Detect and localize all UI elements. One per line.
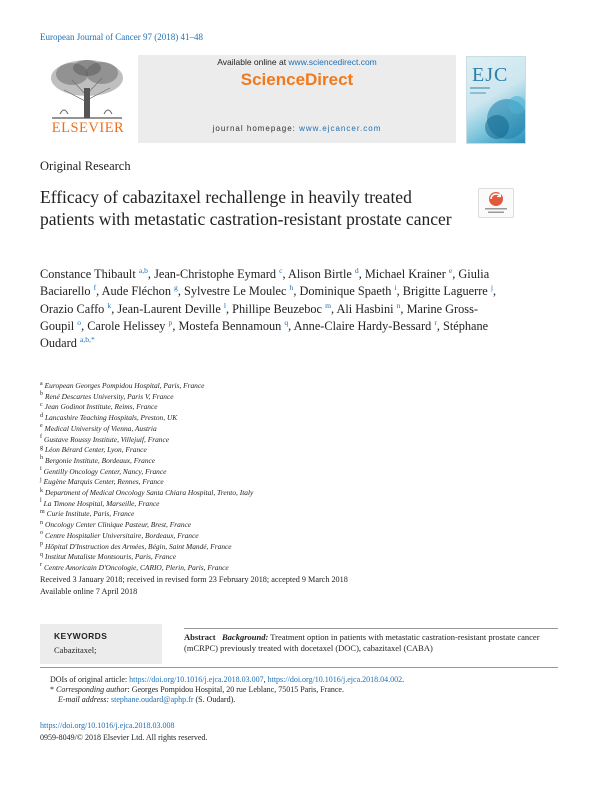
affiliation-item <box>40 488 460 499</box>
available-online-text: Available online at www.sciencedirect.com <box>217 57 377 67</box>
affiliation-text: Léon Bérard Center, Lyon, France <box>45 445 147 455</box>
affiliation-item <box>40 552 460 563</box>
author-affiliation-marker[interactable]: n <box>396 300 401 310</box>
author-affiliation-marker[interactable]: q <box>284 317 289 327</box>
journal-reference[interactable]: European Journal of Cancer 97 (2018) 41–48 <box>40 32 203 42</box>
author-name[interactable]: Giulia Baciarello <box>40 267 490 299</box>
affiliation-item <box>40 477 460 488</box>
author-affiliation-marker[interactable]: o <box>77 317 82 327</box>
affiliation-item <box>40 520 460 531</box>
author-separator: , <box>81 318 88 333</box>
article-title: Efficacy of cabazitaxel rechallenge in heavily treated patients with metastatic castration-resistant prostate cancer <box>40 187 452 229</box>
author-separator: , <box>396 284 403 299</box>
author-affiliation-marker[interactable]: a,b,* <box>79 335 95 345</box>
author-separator: , <box>282 267 288 281</box>
affiliation-letter: d <box>40 412 43 419</box>
keywords-box <box>40 624 162 664</box>
affiliation-letter: g <box>40 444 43 451</box>
affiliation-text: Bergonie Institute, Bordeaux, France <box>45 455 156 465</box>
article-type: Original Research <box>40 159 131 173</box>
affiliations-list <box>40 381 460 574</box>
author-name[interactable]: Mostefa Bennamoun <box>178 318 282 333</box>
author-name[interactable]: Jean-Christophe Eymard <box>154 267 276 281</box>
affiliation-letter: e <box>40 423 43 430</box>
author-separator: , <box>147 267 155 281</box>
affiliation-item <box>40 563 460 574</box>
author-name[interactable]: Marine Gross-Goupil <box>40 301 478 333</box>
author-name[interactable]: Sylvestre Le Moulec <box>184 284 287 299</box>
footnotes <box>40 675 558 706</box>
author-name[interactable]: Orazio Caffo <box>40 301 105 316</box>
author-separator: , <box>172 318 179 333</box>
author-affiliation-marker[interactable]: k <box>107 300 112 310</box>
affiliation-letter: m <box>40 508 45 515</box>
author-affiliation-marker[interactable]: a,b <box>138 265 148 275</box>
author-separator: , <box>288 318 294 333</box>
author-separator: , <box>177 284 185 299</box>
affiliation-letter: f <box>40 434 42 441</box>
affiliation-text: Centre Amoricain D'Oncologie, CARIO, Plerin, Paris, France <box>44 562 229 572</box>
author-affiliation-marker[interactable]: j <box>490 283 493 293</box>
author-name[interactable]: Ali Hasbini <box>336 301 394 316</box>
available-online-date: Available online 7 April 2018 <box>40 587 138 596</box>
journal-homepage-link[interactable]: www.ejcancer.com <box>299 124 382 133</box>
affiliation-text: Gentilly Oncology Center, Nancy, France <box>43 466 167 476</box>
author-name[interactable]: Michael Krainer <box>364 267 446 281</box>
author-affiliation-marker[interactable]: e <box>448 265 453 275</box>
check-updates-icon <box>479 189 513 217</box>
abstract-label: Abstract <box>184 632 216 642</box>
affiliation-letter: n <box>40 519 43 526</box>
affiliation-letter: k <box>40 487 43 494</box>
elsevier-wordmark[interactable]: ELSEVIER <box>51 120 125 136</box>
affiliation-letter: j <box>40 476 42 483</box>
author-separator: , <box>400 301 407 316</box>
affiliation-item <box>40 499 460 510</box>
footnote-divider <box>40 667 558 668</box>
affiliation-item <box>40 392 460 403</box>
affiliation-letter: b <box>40 391 43 398</box>
abstract-background-label: Background: <box>222 632 269 642</box>
doi-link-1[interactable]: https://doi.org/10.1016/j.ejca.2018.03.007 <box>129 675 264 684</box>
affiliation-text: Jean Godinot Institute, Reims, France <box>44 402 158 412</box>
journal-homepage-text: journal homepage: www.ejcancer.com <box>212 124 382 133</box>
author-name[interactable]: Dominique Spaeth <box>299 284 392 299</box>
affiliation-letter: o <box>40 530 43 537</box>
affiliation-text: Lancashire Teaching Hospitals, Preston, UK <box>45 413 178 423</box>
author-affiliation-marker[interactable]: c <box>279 265 283 275</box>
author-affiliation-marker[interactable]: h <box>289 283 294 293</box>
affiliation-text: La Timone Hospital, Marseille, France <box>43 498 160 508</box>
author-separator: , <box>226 301 233 316</box>
author-name[interactable]: Anne-Claire Hardy-Bessard <box>293 318 432 333</box>
affiliation-text: Gustave Roussy Institute, Villejuif, France <box>44 434 170 444</box>
affiliation-item <box>40 467 460 478</box>
author-name[interactable]: Alison Birtle <box>287 267 352 281</box>
email-line: E-mail address: stephane.oudard@aphp.fr (S. Oudard). <box>58 695 236 705</box>
affiliation-text: Oncology Center Clinique Pasteur, Brest, France <box>45 520 192 530</box>
affiliation-item <box>40 445 460 456</box>
author-affiliation-marker[interactable]: m <box>325 300 331 310</box>
abstract-text <box>184 632 558 654</box>
author-name[interactable]: Aude Fléchon <box>101 284 171 299</box>
abstract-background-text: Treatment option in patients with metastatic castration-resistant prostate cancer (mCRPC) previously treated with docetaxel (DOC), cabazitaxel (CABA) <box>184 632 540 653</box>
affiliation-text: European Georges Pompidou Hospital, Paris, France <box>44 381 205 390</box>
email-link[interactable]: stephane.oudard@aphp.fr <box>111 695 194 705</box>
cover-journal-title: EJC <box>472 64 509 86</box>
author-separator: , <box>96 284 102 299</box>
affiliation-item <box>40 413 460 424</box>
affiliation-text: Curie Institute, Paris, France <box>46 509 135 519</box>
author-affiliation-marker[interactable]: l <box>223 300 227 310</box>
affiliation-item <box>40 435 460 446</box>
affiliation-item <box>40 381 460 392</box>
author-affiliation-marker[interactable]: r <box>434 317 437 327</box>
affiliation-text: Medical University of Vienna, Austria <box>44 423 157 433</box>
affiliation-letter: l <box>40 498 42 505</box>
affiliation-text: Institut Mutaliste Montsouris, Paris, France <box>45 552 176 562</box>
corresponding-author: * Corresponding author: Georges Pompidou Hospital, 20 rue Leblanc, 75015 Paris, France. <box>50 685 344 695</box>
author-affiliation-marker[interactable]: d <box>354 265 359 275</box>
keywords-heading: KEYWORDS <box>54 631 108 641</box>
keyword-item: Cabazitaxel; <box>54 645 97 655</box>
affiliation-letter: i <box>40 466 42 473</box>
affiliation-item <box>40 542 460 553</box>
author-separator: , <box>492 284 497 299</box>
copyright-notice: 0959-8049/© 2018 Elsevier Ltd. All rights reserved. <box>40 733 208 742</box>
author-name[interactable]: Carole Helissey <box>87 318 166 333</box>
affiliation-item <box>40 531 460 542</box>
affiliation-item <box>40 402 460 413</box>
author-list <box>40 266 510 352</box>
author-name[interactable]: Stéphane Oudard <box>40 318 489 351</box>
affiliation-text: Department of Medical Oncology Santa Chiara Hospital, Trento, Italy <box>45 488 254 498</box>
affiliation-item <box>40 424 460 435</box>
affiliation-letter: q <box>40 551 43 558</box>
author-affiliation-marker[interactable]: f <box>93 283 97 293</box>
author-separator: , <box>293 284 300 299</box>
affiliation-letter: a <box>40 380 43 387</box>
author-affiliation-marker[interactable]: g <box>174 283 178 293</box>
affiliation-item <box>40 509 460 520</box>
author-name[interactable]: Jean-Laurent Deville <box>117 301 221 316</box>
affiliation-text: Centre Hospitalier Universitaire, Bordeaux, France <box>45 530 199 540</box>
check-for-updates-badge[interactable] <box>478 188 514 218</box>
original-article-dois: DOIs of original article: https://doi.org/10.1016/j.ejca.2018.03.007, https://doi.org/10.1016/j.ejca.2018.04.002. <box>50 675 405 684</box>
affiliation-text: Eugène Marquis Center, Rennes, France <box>43 477 164 487</box>
author-affiliation-marker[interactable]: i <box>394 283 397 293</box>
affiliation-letter: p <box>40 541 43 548</box>
received-dates: Received 3 January 2018; received in revised form 23 February 2018; accepted 9 March 2018 <box>40 575 348 584</box>
author-separator: , <box>111 301 118 316</box>
affiliation-letter: h <box>40 455 43 462</box>
author-name[interactable]: Constance Thibault <box>40 267 136 281</box>
doi-link-2[interactable]: https://doi.org/10.1016/j.ejca.2018.04.002 <box>267 675 403 684</box>
sciencedirect-logo[interactable]: ScienceDirect <box>240 70 354 89</box>
affiliation-letter: c <box>40 401 43 408</box>
author-separator: , <box>452 267 459 281</box>
author-separator: , <box>331 301 337 316</box>
affiliation-text: René Descartes University, Paris V, France <box>45 391 174 401</box>
affiliation-text: Hôpital D'Instruction des Armées, Bégin, Saint Mandé, France <box>45 541 232 551</box>
author-separator: , <box>358 267 365 281</box>
abstract-divider <box>184 628 558 629</box>
author-name[interactable]: Phillipe Beuzeboc <box>232 301 322 316</box>
article-doi-link[interactable]: https://doi.org/10.1016/j.ejca.2018.03.008 <box>40 721 175 730</box>
affiliation-letter: r <box>40 562 42 569</box>
author-affiliation-marker[interactable]: p <box>168 317 173 327</box>
author-separator: , <box>436 318 444 333</box>
affiliation-item <box>40 456 460 467</box>
author-name[interactable]: Brigitte Laguerre <box>402 284 488 299</box>
sciencedirect-link[interactable]: www.sciencedirect.com <box>288 57 377 67</box>
